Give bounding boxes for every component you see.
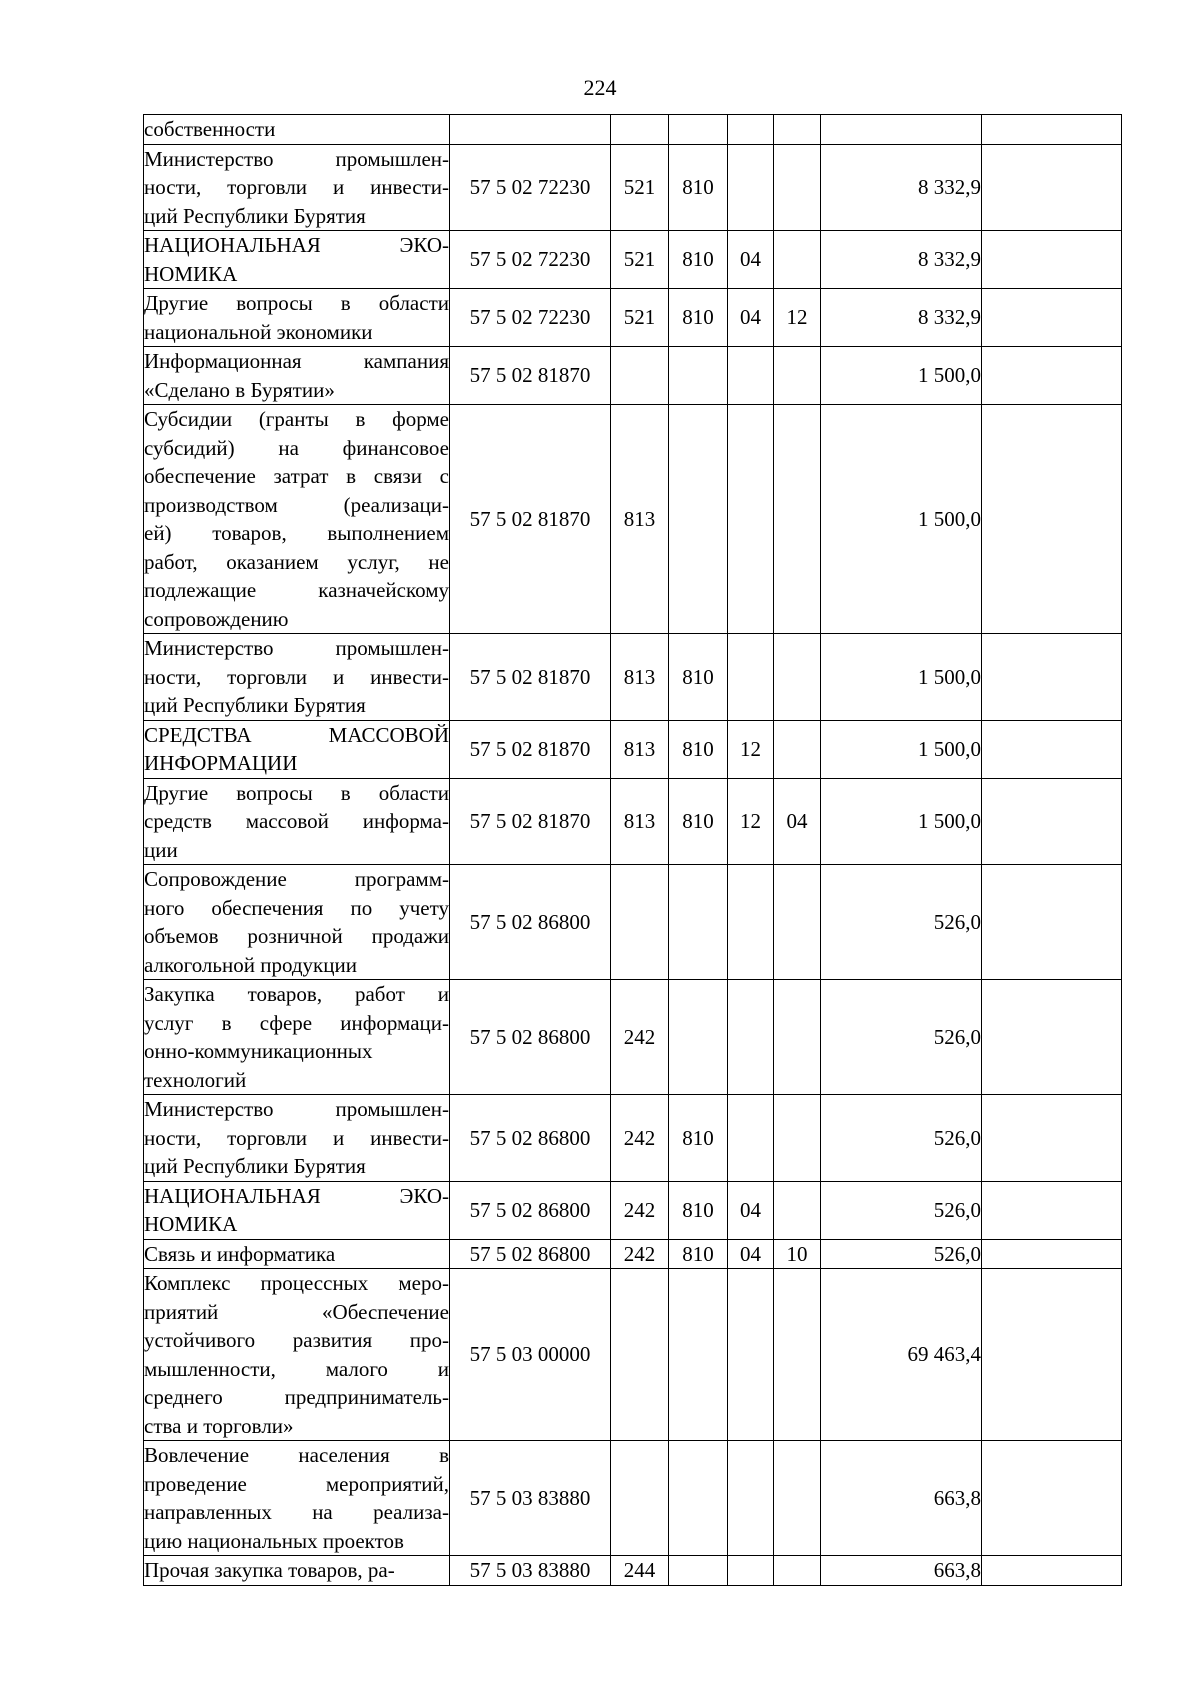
ministry-code-cell xyxy=(669,405,728,634)
blank-cell xyxy=(982,778,1122,865)
section-cell xyxy=(728,865,774,980)
section-cell xyxy=(728,405,774,634)
item-name-line: ей) товаров, выполнением xyxy=(144,521,449,545)
item-name-line: работ, оказанием услуг, не xyxy=(144,549,449,574)
subsection-cell: 10 xyxy=(774,1239,821,1269)
amount-cell: 526,0 xyxy=(821,1239,982,1269)
subsection-cell xyxy=(774,865,821,980)
ministry-code-cell: 810 xyxy=(669,778,728,865)
expense-type-cell: 242 xyxy=(611,1181,669,1239)
blank-cell xyxy=(982,1239,1122,1269)
subsection-cell xyxy=(774,144,821,231)
section-cell xyxy=(728,347,774,405)
amount-cell: 526,0 xyxy=(821,865,982,980)
expense-type-cell: 521 xyxy=(611,231,669,289)
item-name-line: услуг в сфере информаци- xyxy=(144,1010,449,1035)
item-name-cell xyxy=(144,778,450,865)
ministry-code-cell: 810 xyxy=(669,144,728,231)
amount-cell: 8 332,9 xyxy=(821,289,982,347)
item-name-line: цию национальных проектов xyxy=(144,1528,404,1553)
table-row xyxy=(144,1095,1122,1182)
item-name-line: ности, торговли и инвести- xyxy=(144,1125,449,1150)
item-name-cell xyxy=(144,289,450,347)
item-name-line: НАЦИОНАЛЬНАЯ ЭКО- xyxy=(144,1183,449,1208)
section-cell xyxy=(728,634,774,721)
amount-cell xyxy=(821,115,982,145)
item-name-line: подлежащие казначейскому xyxy=(144,578,449,602)
ministry-code-cell xyxy=(669,1441,728,1556)
table-row xyxy=(144,980,1122,1095)
table-row xyxy=(144,405,1122,634)
amount-cell: 1 500,0 xyxy=(821,634,982,721)
ministry-code-cell: 810 xyxy=(669,1181,728,1239)
subsection-cell xyxy=(774,347,821,405)
blank-cell xyxy=(982,1095,1122,1182)
item-name-line: производством (реализаци- xyxy=(144,492,449,517)
expense-type-cell: 813 xyxy=(611,634,669,721)
item-name-line: ного обеспечения по учету xyxy=(144,895,449,920)
item-name-line: технологий xyxy=(144,1067,247,1092)
item-name-line: ности, торговли и инвести- xyxy=(144,175,449,199)
item-name-cell xyxy=(144,144,450,231)
ministry-code-cell xyxy=(669,1269,728,1441)
item-name-cell xyxy=(144,231,450,289)
table-row xyxy=(144,634,1122,721)
expense-type-cell: 813 xyxy=(611,405,669,634)
item-name-line: средств массовой информа- xyxy=(144,809,449,833)
table-row xyxy=(144,231,1122,289)
section-cell: 04 xyxy=(728,289,774,347)
expense-type-cell: 521 xyxy=(611,144,669,231)
target-article-cell: 57 5 02 81870 xyxy=(450,634,611,721)
target-article-cell: 57 5 02 81870 xyxy=(450,778,611,865)
blank-cell xyxy=(982,1556,1122,1586)
blank-cell xyxy=(982,634,1122,721)
section-cell: 04 xyxy=(728,231,774,289)
item-name-line: ций Республики Бурятия xyxy=(144,1154,366,1178)
ministry-code-cell: 810 xyxy=(669,1095,728,1182)
amount-cell: 526,0 xyxy=(821,980,982,1095)
item-name-cell xyxy=(144,865,450,980)
target-article-cell: 57 5 02 72230 xyxy=(450,289,611,347)
item-name-line: Министерство промышлен- xyxy=(144,636,449,660)
item-name-line: ции xyxy=(144,837,178,862)
section-cell xyxy=(728,1269,774,1441)
table-row xyxy=(144,720,1122,778)
table-row xyxy=(144,1556,1122,1586)
item-name-line: сопровождению xyxy=(144,606,289,631)
amount-cell: 1 500,0 xyxy=(821,405,982,634)
blank-cell xyxy=(982,1441,1122,1556)
item-name-line: Комплекс процессных меро- xyxy=(144,1271,449,1295)
expense-type-cell: 521 xyxy=(611,289,669,347)
expense-type-cell: 813 xyxy=(611,778,669,865)
target-article-cell: 57 5 02 86800 xyxy=(450,1239,611,1269)
section-cell xyxy=(728,1095,774,1182)
table-row xyxy=(144,144,1122,231)
subsection-cell xyxy=(774,1095,821,1182)
amount-cell: 8 332,9 xyxy=(821,231,982,289)
item-name-cell xyxy=(144,115,450,145)
subsection-cell xyxy=(774,634,821,721)
blank-cell xyxy=(982,980,1122,1095)
target-article-cell: 57 5 02 86800 xyxy=(450,980,611,1095)
ministry-code-cell: 810 xyxy=(669,720,728,778)
target-article-cell xyxy=(450,115,611,145)
amount-cell: 1 500,0 xyxy=(821,778,982,865)
blank-cell xyxy=(982,720,1122,778)
target-article-cell: 57 5 02 81870 xyxy=(450,347,611,405)
item-name-line: НОМИКА xyxy=(144,261,238,286)
item-name-line: приятий «Обеспечение xyxy=(144,1299,449,1324)
subsection-cell: 12 xyxy=(774,289,821,347)
item-name-line: направленных на реализа- xyxy=(144,1500,449,1524)
item-name-line: Закупка товаров, работ и xyxy=(144,982,449,1006)
subsection-cell xyxy=(774,1441,821,1556)
item-name-line: НАЦИОНАЛЬНАЯ ЭКО- xyxy=(144,233,449,257)
subsection-cell: 04 xyxy=(774,778,821,865)
ministry-code-cell: 810 xyxy=(669,289,728,347)
item-name-cell xyxy=(144,1441,450,1556)
item-name-line: «Сделано в Бурятии» xyxy=(144,377,335,402)
item-name-line: ИНФОРМАЦИИ xyxy=(144,751,298,775)
table-row xyxy=(144,1441,1122,1556)
item-name-line: алкогольной продукции xyxy=(144,952,357,977)
blank-cell xyxy=(982,115,1122,145)
item-name-cell xyxy=(144,1239,450,1269)
subsection-cell xyxy=(774,720,821,778)
ministry-code-cell xyxy=(669,1556,728,1586)
item-name-line: Вовлечение населения в xyxy=(144,1443,449,1467)
section-cell: 04 xyxy=(728,1239,774,1269)
expense-type-cell xyxy=(611,347,669,405)
table-row xyxy=(144,1239,1122,1269)
item-name-line: Министерство промышлен- xyxy=(144,146,449,171)
item-name-line: Другие вопросы в области xyxy=(144,780,449,805)
amount-cell: 8 332,9 xyxy=(821,144,982,231)
subsection-cell xyxy=(774,980,821,1095)
item-name-cell xyxy=(144,1269,450,1441)
amount-cell: 526,0 xyxy=(821,1095,982,1182)
expense-type-cell: 242 xyxy=(611,1095,669,1182)
table-row xyxy=(144,865,1122,980)
blank-cell xyxy=(982,405,1122,634)
item-name-line: НОМИКА xyxy=(144,1212,238,1236)
item-name-line: Сопровождение программ- xyxy=(144,867,449,891)
table-row xyxy=(144,1181,1122,1239)
blank-cell xyxy=(982,865,1122,980)
target-article-cell: 57 5 02 86800 xyxy=(450,1095,611,1182)
item-name-line: мышленности, малого и xyxy=(144,1356,449,1381)
item-name-cell xyxy=(144,1095,450,1182)
item-name-line: ности, торговли и инвести- xyxy=(144,664,449,689)
ministry-code-cell xyxy=(669,865,728,980)
ministry-code-cell: 810 xyxy=(669,231,728,289)
item-name-line: субсидий) на финансовое xyxy=(144,435,449,460)
item-name-line: Связь и информатика xyxy=(144,1241,336,1266)
expense-type-cell: 813 xyxy=(611,720,669,778)
target-article-cell: 57 5 02 86800 xyxy=(450,865,611,980)
expense-type-cell: 242 xyxy=(611,980,669,1095)
item-name-cell xyxy=(144,405,450,634)
section-cell: 04 xyxy=(728,1181,774,1239)
item-name-line: среднего предприниматель- xyxy=(144,1385,449,1409)
amount-cell: 69 463,4 xyxy=(821,1269,982,1441)
expense-type-cell: 244 xyxy=(611,1556,669,1586)
target-article-cell: 57 5 03 83880 xyxy=(450,1556,611,1586)
item-name-cell xyxy=(144,347,450,405)
item-name-cell xyxy=(144,980,450,1095)
page-number: 224 xyxy=(583,75,617,100)
section-cell xyxy=(728,1441,774,1556)
amount-cell: 663,8 xyxy=(821,1556,982,1586)
item-name-line: ций Республики Бурятия xyxy=(144,693,366,717)
item-name-line: собственности xyxy=(144,117,276,141)
item-name-line: Министерство промышлен- xyxy=(144,1097,449,1121)
amount-cell: 526,0 xyxy=(821,1181,982,1239)
subsection-cell xyxy=(774,1181,821,1239)
target-article-cell: 57 5 02 72230 xyxy=(450,231,611,289)
subsection-cell xyxy=(774,1556,821,1586)
target-article-cell: 57 5 02 72230 xyxy=(450,144,611,231)
amount-cell: 663,8 xyxy=(821,1441,982,1556)
ministry-code-cell: 810 xyxy=(669,634,728,721)
expense-type-cell xyxy=(611,1441,669,1556)
item-name-line: Другие вопросы в области xyxy=(144,291,449,315)
ministry-code-cell xyxy=(669,347,728,405)
expense-type-cell xyxy=(611,865,669,980)
ministry-code-cell xyxy=(669,115,728,145)
blank-cell xyxy=(982,1181,1122,1239)
item-name-cell xyxy=(144,720,450,778)
item-name-line: Субсидии (гранты в форме xyxy=(144,407,449,431)
amount-cell: 1 500,0 xyxy=(821,347,982,405)
item-name-line: СРЕДСТВА МАССОВОЙ xyxy=(144,722,449,747)
subsection-cell xyxy=(774,231,821,289)
item-name-line: объемов розничной продажи xyxy=(144,924,449,948)
section-cell: 12 xyxy=(728,778,774,865)
subsection-cell xyxy=(774,405,821,634)
expense-type-cell xyxy=(611,115,669,145)
section-cell xyxy=(728,980,774,1095)
subsection-cell xyxy=(774,115,821,145)
item-name-line: Информационная кампания xyxy=(144,349,449,373)
blank-cell xyxy=(982,1269,1122,1441)
item-name-cell xyxy=(144,1556,450,1586)
item-name-line: ства и торговли» xyxy=(144,1413,294,1438)
item-name-line: проведение мероприятий, xyxy=(144,1471,449,1496)
ministry-code-cell xyxy=(669,980,728,1095)
amount-cell: 1 500,0 xyxy=(821,720,982,778)
section-cell xyxy=(728,1556,774,1586)
ministry-code-cell: 810 xyxy=(669,1239,728,1269)
table-row xyxy=(144,115,1122,145)
blank-cell xyxy=(982,347,1122,405)
item-name-line: обеспечение затрат в связи с xyxy=(144,464,449,488)
target-article-cell: 57 5 02 81870 xyxy=(450,720,611,778)
target-article-cell: 57 5 03 00000 xyxy=(450,1269,611,1441)
section-cell xyxy=(728,115,774,145)
section-cell xyxy=(728,144,774,231)
target-article-cell: 57 5 03 83880 xyxy=(450,1441,611,1556)
item-name-line: устойчивого развития про- xyxy=(144,1328,449,1352)
item-name-cell xyxy=(144,1181,450,1239)
table-row xyxy=(144,778,1122,865)
budget-table-body xyxy=(144,115,1122,1586)
target-article-cell: 57 5 02 86800 xyxy=(450,1181,611,1239)
item-name-line: национальной экономики xyxy=(144,319,373,344)
subsection-cell xyxy=(774,1269,821,1441)
item-name-line: онно-коммуникационных xyxy=(144,1039,373,1063)
table-row xyxy=(144,289,1122,347)
blank-cell xyxy=(982,289,1122,347)
target-article-cell: 57 5 02 81870 xyxy=(450,405,611,634)
item-name-line: Прочая закупка товаров, ра- xyxy=(144,1558,395,1582)
section-cell: 12 xyxy=(728,720,774,778)
blank-cell xyxy=(982,231,1122,289)
item-name-cell xyxy=(144,634,450,721)
table-row xyxy=(144,1269,1122,1441)
item-name-line: ций Республики Бурятия xyxy=(144,203,366,228)
table-row xyxy=(144,347,1122,405)
expense-type-cell: 242 xyxy=(611,1239,669,1269)
blank-cell xyxy=(982,144,1122,231)
expense-type-cell xyxy=(611,1269,669,1441)
budget-table xyxy=(143,114,1122,1586)
